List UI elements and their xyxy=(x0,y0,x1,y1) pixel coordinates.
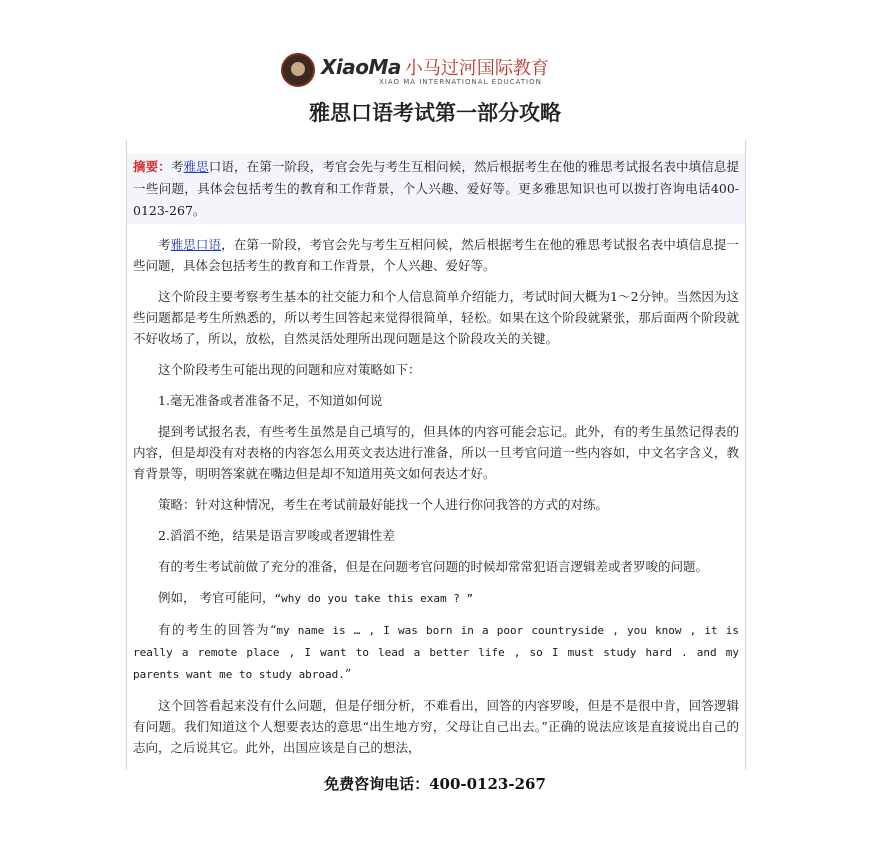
paragraph-1: 这个阶段主要考察考生基本的社交能力和个人信息简单介绍能力，考试时间大概为1～2分钟。当然因为这些问题都是考生所熟悉的，所以考生回答起来觉得很简单，轻松。如果在这个阶段就紧张，那后面两个阶段就不好收场了，所以，放松，自然灵活处理所出现问题是这个阶段攻关的关键。 xyxy=(133,289,739,346)
page-title: 雅思口语考试第一部分攻略 xyxy=(309,101,561,125)
paragraph-9-close-quote: ” xyxy=(344,666,352,681)
intro-text: ，在第一阶段，考官会先与考生互相问候，然后根据考生在他的雅思考试报名表中填信息提一些问题，具体会包括考生的教育和工作背景，个人兴趣、爱好等。 xyxy=(133,237,739,273)
paragraph-9 xyxy=(127,619,745,685)
paragraph-3: 1.毫无准备或者准备不足，不知道如何说 xyxy=(158,393,383,408)
intro-link-ielts-speaking[interactable]: 雅思口语 xyxy=(170,237,222,252)
logo-chinese: 小马过河国际教育 xyxy=(404,58,549,79)
summary-box xyxy=(127,154,745,224)
paragraph-6: 2.滔滔不绝，结果是语言罗唆或者逻辑性差 xyxy=(158,528,395,543)
summary-text: 口语，在第一阶段，考官会先与考生互相问候，然后根据考生在他的雅思考试报名表中填信息提一些问题，具体会包括考生的教育和工作背景，个人兴趣、爱好等。更多雅思知识也可以拨打咨询电话400-0123-267。 xyxy=(133,159,739,218)
paragraph-8-english: “why do you take this exam ? ” xyxy=(274,592,474,605)
paragraph-7: 有的考生考试前做了充分的准备，但是在问题考官问题的时候却常常犯语言逻辑差或者罗唆的问题。 xyxy=(158,559,709,574)
intro-text-pre: 考 xyxy=(158,237,171,252)
paragraph-5: 策略：针对这种情况，考生在考试前最好能找一个人进行你问我答的方式的对练。 xyxy=(158,497,609,512)
logo-text xyxy=(321,54,549,86)
logo xyxy=(281,52,591,88)
summary-label: 摘要： xyxy=(133,159,171,174)
paragraph-9-english: my name is … , I was born in a poor countryside , you know , it is really a remote place , I want to lead a better life , so I must study hard . and my parents want me to study abroad. xyxy=(133,624,739,681)
paragraph-10: 这个回答看起来没有什么问题，但是仔细分析，不难看出，回答的内容罗唆，但是不是很中肯，回答逻辑有问题。我们知道这个人想要表达的意思“出生地方穷，父母让自己出去。”正确的说法应该是直接说出自己的志向，之后说其它。此外，出国应该是自己的想法， xyxy=(133,698,739,755)
article-body xyxy=(126,140,746,770)
summary-link-ielts[interactable]: 雅思 xyxy=(183,159,209,174)
paragraph-8 xyxy=(127,587,745,609)
paragraph-8-text: 例如， 考官可能问， xyxy=(158,590,275,605)
logo-emblem-icon xyxy=(281,53,315,87)
intro-paragraph xyxy=(127,234,745,276)
paragraph-2: 这个阶段考生可能出现的问题和应对策略如下： xyxy=(158,362,421,377)
logo-english: XiaoMa xyxy=(321,55,401,79)
paragraph-4: 提到考试报名表，有些考生虽然是自己填写的，但具体的内容可能会忘记。此外，有的考生虽然记得表的内容，但是却没有对表格的内容怎么用英文表达进行准备，所以一旦考官问道一些内容如，中文名字含义，教育背景等，明明答案就在嘴边但是却不知道用英文如何表达才好。 xyxy=(133,424,739,481)
summary-text-pre: 考 xyxy=(170,159,184,174)
logo-subtitle: XIAO MA INTERNATIONAL EDUCATION xyxy=(379,78,542,86)
paragraph-9-text: 有的考生的回答为“ xyxy=(158,622,277,637)
footer-hotline: 免费咨询电话：400-0123-267 xyxy=(324,775,546,793)
